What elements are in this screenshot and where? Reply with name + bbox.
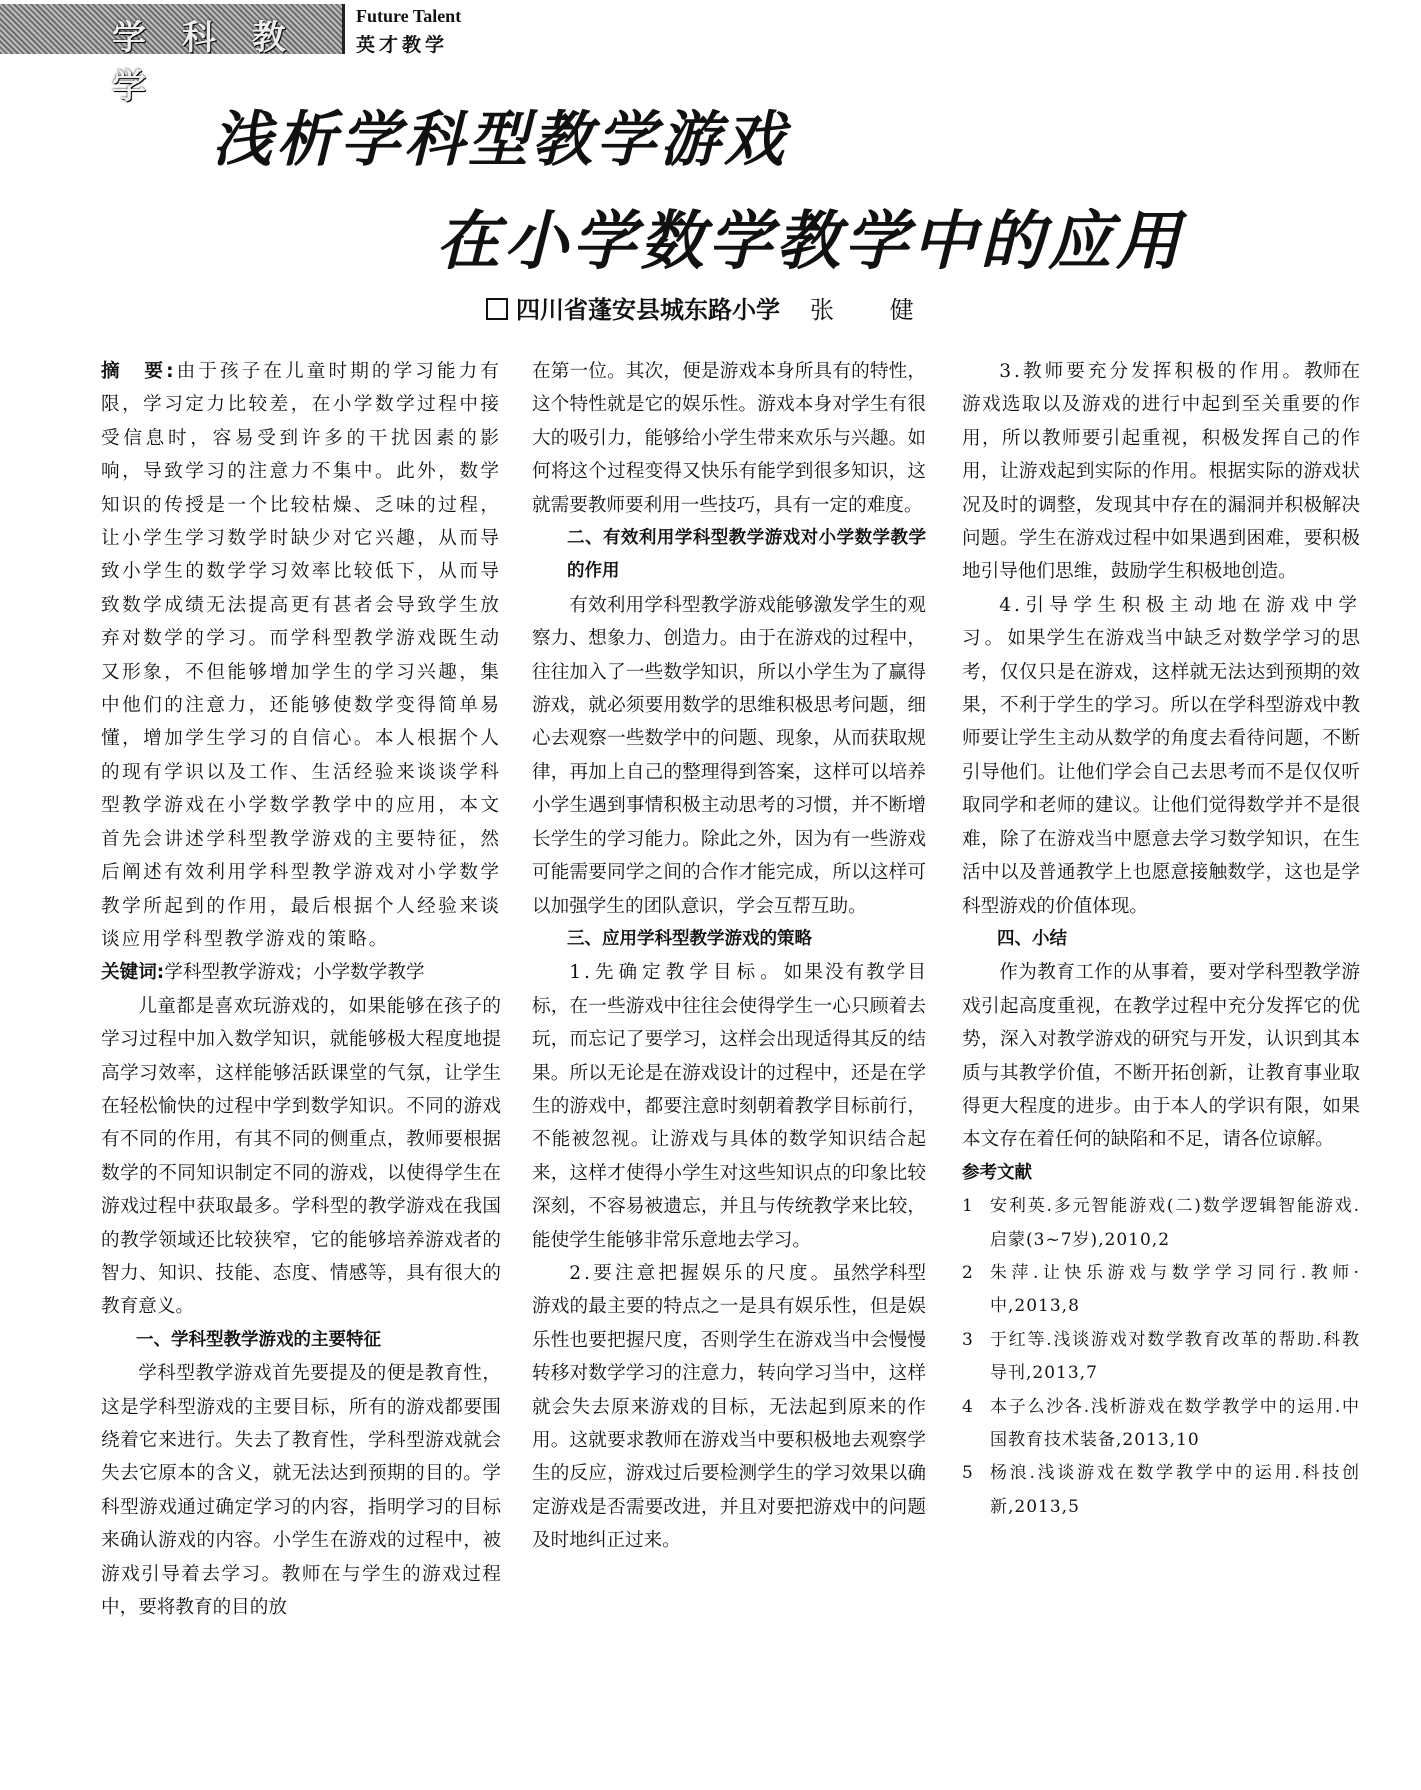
abstract-label: 摘 要 [101, 361, 167, 382]
section-heading-2: 二、有效利用学科型教学游戏对小学数学教学的作用 [567, 528, 926, 582]
author: 张 健 [810, 296, 938, 324]
keywords: 关键词:学科型教学游戏；小学数学教学 [101, 962, 425, 984]
brand-english: Future Talent [356, 6, 462, 26]
page-header [0, 0, 1421, 107]
reference-item: 2 朱萍.让快乐游戏与数学学习同行.教师·中,2013,8 [962, 1262, 1360, 1317]
section-heading-1: 一、学科型教学游戏的主要特征 [136, 1329, 381, 1350]
reference-item: 1 安利英.多元智能游戏(二)数学逻辑智能游戏.启蒙(3~7岁),2010,2 [962, 1196, 1360, 1250]
strategy-3-title: 3.教师要充分发挥积极的作用。 [999, 361, 1305, 382]
strategy-2 [532, 1257, 926, 1558]
abstract: 摘 要:由于孩子在儿童时期的学习能力有限，学习定力比较差，在小学数学过程中接受信息时，容易受到许多的干扰因素的影响，导致学习的注意力不集中。此外，数学知识的传授是一个比较枯燥、乏味的过程，让小学生学习数学时缺少对它兴趣，从而导致小学生的数学学习效率比较低下，从而导致数学成绩无法提高更有甚者会导致学生放弃对数学的学习。而学科型教学游戏既生动又形象，不但能够增加学生的学习兴趣，集中他们的注意力，还能够使数学变得简单易懂，增加学生学习的自信心。本人根据个人的现有学识以及工作、生活经验来谈谈学科型教学游戏在小学数学教学中的应用，本文首先会讲述学科型教学游戏的主要特征，然后阐述有效利用学科型教学游戏对小学数学教学所起到的作用，最后根据个人经验来谈谈应用学科型教学游戏的策略。 [101, 361, 501, 950]
strategy-3 [962, 355, 1360, 589]
section-heading-3: 三、应用学科型教学游戏的策略 [567, 928, 812, 949]
keywords-label: 关键词 [101, 962, 157, 984]
references-title: 参考文献 [962, 1162, 1032, 1183]
section-banner [0, 4, 345, 107]
byline [486, 290, 938, 325]
keywords-text: 学科型教学游戏；小学数学教学 [164, 962, 425, 984]
brand-chinese: 英才教学 [356, 34, 449, 56]
reference-item: 5 杨浪.浅谈游戏在数学教学中的运用.科技创新,2013,5 [962, 1463, 1360, 1517]
column-2 [532, 355, 926, 1558]
column-1 [101, 355, 501, 1624]
strategy-4 [962, 589, 1360, 923]
section-heading-4: 四、小结 [997, 928, 1067, 949]
column-3 [962, 355, 1360, 1524]
strategy-3-text: 教师在游戏选取以及游戏的进行中起到至关重要的作用，所以教师要引起重视，积极发挥自己的作用，让游戏起到实际的作用。根据实际的游戏状况及时的调整，发现其中存在的漏洞并积极解决问题。学生在游戏过程中如果遇到困难，要积极地引导他们思维，鼓励学生积极地创造。 [962, 361, 1360, 583]
continued-paragraph: 在第一位。其次，便是游戏本身所具有的特性，这个特性就是它的娱乐性。游戏本身对学生有很大的吸引力，能够给小学生带来欢乐与兴趣。如何将这个过程变得又快乐有能学到很多知识，这就需要教师要利用一些技巧，具有一定的难度。 [532, 361, 926, 516]
title-line-2: 在小学数学教学中的应用 [436, 205, 1184, 279]
strategy-2-text: 虽然学科型游戏的最主要的特点之一是具有娱乐性，但是娱乐性也要把握尺度，否则学生在游戏当中会慢慢转移对数学学习的注意力，转向学习当中，这样就会失去原来游戏的目标，无法起到原来的作用。这就要求教师在游戏当中要积极地去观察学生的反应，游戏过后要检测学生的学习效果以确定游戏是否需要改进，并且对要把游戏中的问题及时地纠正过来。 [532, 1262, 926, 1552]
strategy-1-text: 如果没有教学目标，在一些游戏中往往会使得学生一心只顾着去玩，而忘记了要学习，这样会出现适得其反的结果。所以无论是在游戏设计的过程中，还是在学生的游戏中，都要注意时刻朝着教学目标前行，不能被忽视。让游戏与具体的数学知识结合起来，这样才使得小学生对这些知识点的印象比较深刻，不容易被遗忘，并且与传统教学来比较，能使学生能够非常乐意地去学习。 [532, 962, 926, 1251]
affiliation: 四川省蓬安县城东路小学 [516, 296, 780, 324]
section-1-paragraph: 学科型教学游戏首先要提及的便是教育性，这是学科型游戏的主要目标，所有的游戏都要围绕着它来进行。失去了教育性，学科型游戏就会失去它原本的含义，就无法达到预期的目的。学科型游戏通过确定学习的内容，指明学习的目标来确认游戏的内容。小学生在游戏的过程中，被游戏引导着去学习。教师在与学生的游戏过程中，要将教育的目的放 [101, 1363, 501, 1619]
section-2-paragraph: 有效利用学科型教学游戏能够激发学生的观察力、想象力、创造力。由于在游戏的过程中，往往加入了一些数学知识，所以小学生为了赢得游戏，就必须要用数学的思维积极思考问题，细心去观察一些数学中的问题、现象，从而获取规律，再加上自己的整理得到答案，这样可以培养小学生遇到事情积极主动思考的习惯，并不断增长学生的学习能力。除此之外，因为有一些游戏可能需要同学之间的合作才能完成，所以这样可以加强学生的团队意识，学会互帮互助。 [532, 594, 926, 917]
strategy-2-title: 2.要注意把握娱乐的尺度。 [569, 1262, 833, 1284]
strategy-1-title: 1.先确定教学目标。 [569, 962, 784, 984]
strategy-4-title: 4.引导学生积极主动地在游戏中学习。 [962, 594, 1360, 650]
strategy-4-text: 如果学生在游戏当中缺乏对数学学习的思考，仅仅只是在游戏，这样就无法达到预期的效果，不利于学生的学习。所以在学科型游戏中教师要让学生主动从数学的角度去看待问题，不断引导他们。让他们学会自己去思考而不是仅仅听取同学和老师的建议。让他们觉得数学并不是很难，除了在游戏当中愿意去学习数学知识，在生活中以及普通教学上也愿意接触数学，这也是学科型游戏的价值体现。 [962, 628, 1360, 917]
section-label: 学 科 教 学 [112, 18, 298, 107]
intro-paragraph: 儿童都是喜欢玩游戏的，如果能够在孩子的学习过程中加入数学知识，就能够极大程度地提高学习效率，这样能够活跃课堂的气氛，让学生在轻松愉快的过程中学到数学知识。不同的游戏有不同的作用，有其不同的侧重点，教师要根据数学的不同知识制定不同的游戏，以使得学生在游戏过程中获取最多。学科型的教学游戏在我国的教学领域还比较狭窄，它的能够培养游戏者的智力、知识、技能、态度、情感等，具有很大的教育意义。 [101, 995, 501, 1318]
square-icon [486, 298, 508, 320]
reference-item: 3 于红等.浅谈游戏对数学教育改革的帮助.科教导刊,2013,7 [962, 1329, 1360, 1384]
title-line-1: 浅析学科型教学游戏 [212, 105, 788, 175]
conclusion-paragraph: 作为教育工作的从事着，要对学科型教学游戏引起高度重视，在教学过程中充分发挥它的优势，深入对教学游戏的研究与开发，认识到其本质与其教学价值，不断开拓创新，让教育事业取得更大程度的进步。由于本人的学识有限，如果本文存在着任何的缺陷和不足，请各位谅解。 [962, 962, 1360, 1151]
strategy-1 [532, 956, 926, 1257]
references-list [962, 1190, 1360, 1524]
abstract-text: 由于孩子在儿童时期的学习能力有限，学习定力比较差，在小学数学过程中接受信息时，容易受到许多的干扰因素的影响，导致学习的注意力不集中。此外，数学知识的传授是一个比较枯燥、乏味的过程，让小学生学习数学时缺少对它兴趣，从而导致小学生的数学学习效率比较低下，从而导致数学成绩无法提高更有甚者会导致学生放弃对数学的学习。而学科型教学游戏既生动又形象，不但能够增加学生的学习兴趣，集中他们的注意力，还能够使数学变得简单易懂，增加学生学习的自信心。本人根据个人的现有学识以及工作、生活经验来谈谈学科型教学游戏在小学数学教学中的应用，本文首先会讲述学科型教学游戏的主要特征，然后阐述有效利用学科型教学游戏对小学数学教学所起到的作用，最后根据个人经验来谈谈应用学科型教学游戏的策略。 [101, 361, 501, 950]
reference-item: 4 本子么沙各.浅析游戏在数学教学中的运用.中国教育技术装备,2013,10 [962, 1396, 1360, 1450]
